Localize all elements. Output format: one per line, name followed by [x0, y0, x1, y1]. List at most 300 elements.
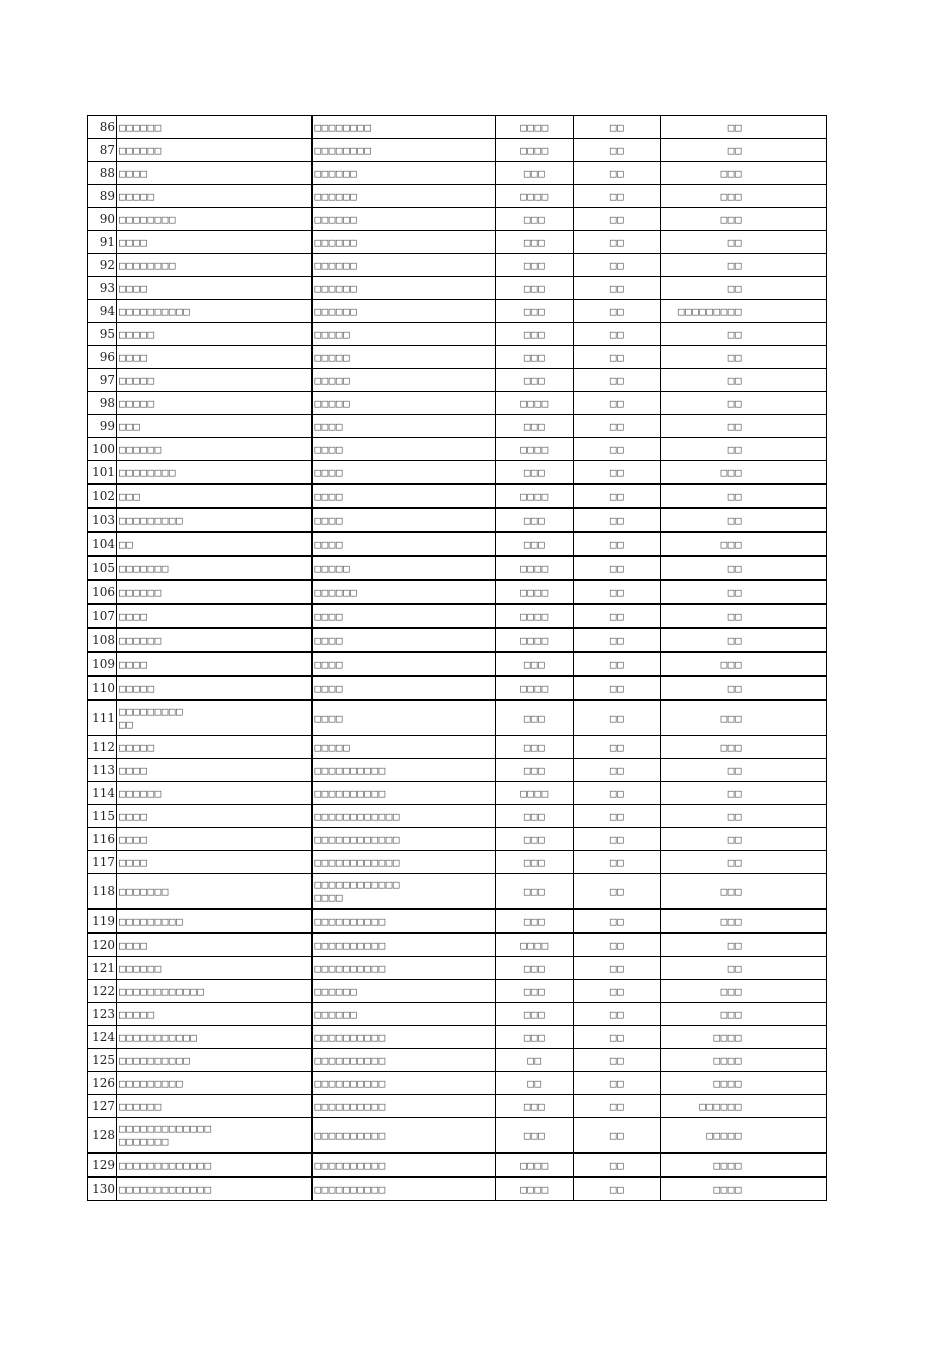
cell-name: □□□□□□□□ [117, 208, 312, 231]
table-row [88, 874, 827, 910]
cell-name: □□□□□□ [117, 628, 312, 652]
cell-unit: □□ [574, 1003, 661, 1026]
table-row [88, 652, 827, 676]
cell-quantity: □□□ [496, 1118, 574, 1154]
cell-remark: □□ [661, 628, 827, 652]
cell-category: □□□□□ [312, 323, 496, 346]
row-number: 105 [88, 556, 117, 580]
row-number: 88 [88, 162, 117, 185]
cell-name: □□□□□ [117, 676, 312, 700]
table-row [88, 300, 827, 323]
cell-quantity: □□□ [496, 1026, 574, 1049]
table-row [88, 980, 827, 1003]
cell-unit: □□ [574, 1177, 661, 1201]
cell-category: □□□□□□ [312, 162, 496, 185]
row-number: 110 [88, 676, 117, 700]
table-row [88, 1153, 827, 1177]
cell-quantity: □□□ [496, 231, 574, 254]
table-row [88, 461, 827, 485]
data-table [87, 115, 827, 1201]
cell-name: □□□□ [117, 162, 312, 185]
table-row [88, 604, 827, 628]
table-row [88, 208, 827, 231]
row-number: 107 [88, 604, 117, 628]
cell-category: □□□□□□□□□□ [312, 759, 496, 782]
table-row [88, 1003, 827, 1026]
cell-quantity: □□□□ [496, 1177, 574, 1201]
cell-remark: □□ [661, 508, 827, 532]
cell-unit: □□ [574, 759, 661, 782]
cell-name: □□□□□□□□□□ [117, 300, 312, 323]
table-row [88, 162, 827, 185]
cell-name: □□□□□ [117, 1003, 312, 1026]
row-number: 97 [88, 369, 117, 392]
cell-remark: □□□ [661, 652, 827, 676]
cell-remark: □□ [661, 116, 827, 139]
cell-quantity: □□□ [496, 652, 574, 676]
cell-name: □□□□ [117, 604, 312, 628]
cell-quantity: □□□□ [496, 556, 574, 580]
row-number: 117 [88, 851, 117, 874]
cell-category: □□□□□□ [312, 277, 496, 300]
cell-unit: □□ [574, 1072, 661, 1095]
row-number: 123 [88, 1003, 117, 1026]
cell-unit: □□ [574, 300, 661, 323]
cell-unit: □□ [574, 676, 661, 700]
cell-category: □□□□ [312, 628, 496, 652]
cell-remark: □□□□□□ [661, 1095, 827, 1118]
cell-category: □□□□□□□□□□ [312, 1049, 496, 1072]
cell-remark: □□ [661, 676, 827, 700]
cell-category: □□□□□ [312, 556, 496, 580]
cell-category: □□□□□□ [312, 185, 496, 208]
cell-unit: □□ [574, 346, 661, 369]
cell-remark: □□□□□□□□□ [661, 300, 827, 323]
cell-quantity: □□□ [496, 415, 574, 438]
cell-unit: □□ [574, 556, 661, 580]
cell-category: □□□□□□□□□□□□ [312, 851, 496, 874]
cell-category: □□□□ [312, 484, 496, 508]
cell-quantity: □□□ [496, 346, 574, 369]
row-number: 121 [88, 957, 117, 980]
cell-category: □□□□ [312, 438, 496, 461]
cell-quantity: □□□□ [496, 185, 574, 208]
table-row [88, 392, 827, 415]
cell-unit: □□ [574, 438, 661, 461]
cell-remark: □□□ [661, 1003, 827, 1026]
cell-category: □□□□ [312, 461, 496, 485]
row-number: 122 [88, 980, 117, 1003]
cell-unit: □□ [574, 736, 661, 759]
cell-remark: □□ [661, 323, 827, 346]
row-number: 102 [88, 484, 117, 508]
cell-category: □□□□ [312, 676, 496, 700]
cell-name: □□□□ [117, 277, 312, 300]
cell-category: □□□□□ [312, 736, 496, 759]
cell-name: □□□□□□□□ [117, 461, 312, 485]
cell-category: □□□□□□□□□□ [312, 1095, 496, 1118]
cell-remark: □□□□□ [661, 1118, 827, 1154]
cell-quantity: □□□ [496, 805, 574, 828]
row-number: 95 [88, 323, 117, 346]
cell-quantity: □□□□ [496, 1153, 574, 1177]
cell-category: □□□□ [312, 415, 496, 438]
cell-name: □□□□□□ [117, 957, 312, 980]
cell-category: □□□□ [312, 508, 496, 532]
cell-quantity: □□□ [496, 828, 574, 851]
row-number: 101 [88, 461, 117, 485]
cell-unit: □□ [574, 851, 661, 874]
table-row [88, 556, 827, 580]
cell-quantity: □□□ [496, 369, 574, 392]
row-number: 94 [88, 300, 117, 323]
cell-quantity: □□□ [496, 736, 574, 759]
cell-remark: □□ [661, 392, 827, 415]
table-row [88, 851, 827, 874]
cell-remark: □□□□ [661, 1049, 827, 1072]
cell-unit: □□ [574, 1095, 661, 1118]
table-row [88, 323, 827, 346]
cell-unit: □□ [574, 208, 661, 231]
cell-remark: □□ [661, 254, 827, 277]
cell-quantity: □□□ [496, 874, 574, 910]
cell-unit: □□ [574, 700, 661, 736]
cell-unit: □□ [574, 1153, 661, 1177]
cell-unit: □□ [574, 484, 661, 508]
cell-remark: □□ [661, 438, 827, 461]
table-row [88, 415, 827, 438]
cell-name: □□□□□□□□□□□□□ [117, 1153, 312, 1177]
cell-remark: □□□□ [661, 1072, 827, 1095]
cell-remark: □□ [661, 346, 827, 369]
row-number: 130 [88, 1177, 117, 1201]
row-number: 100 [88, 438, 117, 461]
cell-name: □□□□□□ [117, 116, 312, 139]
cell-name: □□□□□□□□□ □□ [117, 700, 312, 736]
cell-name: □□□□□□ [117, 580, 312, 604]
table-row [88, 231, 827, 254]
cell-name: □□□□□ [117, 369, 312, 392]
row-number: 86 [88, 116, 117, 139]
cell-unit: □□ [574, 782, 661, 805]
cell-remark: □□ [661, 604, 827, 628]
row-number: 127 [88, 1095, 117, 1118]
cell-name: □□□□□□ [117, 1095, 312, 1118]
cell-remark: □□ [661, 828, 827, 851]
cell-category: □□□□ [312, 700, 496, 736]
cell-category: □□□□□□□□□□ [312, 909, 496, 933]
table-row [88, 628, 827, 652]
table-row [88, 909, 827, 933]
cell-name: □□□□□□□□□□□□□ [117, 1177, 312, 1201]
cell-category: □□□□□□□□□□ [312, 1118, 496, 1154]
cell-name: □□□□ [117, 346, 312, 369]
cell-remark: □□□ [661, 208, 827, 231]
cell-quantity: □□□ [496, 277, 574, 300]
table-row [88, 1118, 827, 1154]
cell-quantity: □□□□ [496, 604, 574, 628]
cell-category: □□□□□□□□□□ [312, 933, 496, 957]
cell-name: □□□□□□□□□□□ [117, 1026, 312, 1049]
cell-unit: □□ [574, 139, 661, 162]
cell-category: □□□□□□□□ [312, 116, 496, 139]
cell-category: □□□□ [312, 604, 496, 628]
cell-name: □□□□ [117, 805, 312, 828]
cell-name: □□□□□ [117, 185, 312, 208]
cell-unit: □□ [574, 805, 661, 828]
row-number: 129 [88, 1153, 117, 1177]
cell-remark: □□□ [661, 909, 827, 933]
cell-category: □□□□□□ [312, 208, 496, 231]
table-row [88, 532, 827, 556]
cell-quantity: □□□ [496, 957, 574, 980]
cell-unit: □□ [574, 909, 661, 933]
row-number: 119 [88, 909, 117, 933]
row-number: 124 [88, 1026, 117, 1049]
row-number: 112 [88, 736, 117, 759]
table-row [88, 933, 827, 957]
cell-name: □□□□□ [117, 736, 312, 759]
cell-quantity: □□□ [496, 532, 574, 556]
cell-quantity: □□□□ [496, 676, 574, 700]
cell-name: □□□□□□□□□ [117, 508, 312, 532]
cell-remark: □□□□ [661, 1153, 827, 1177]
cell-quantity: □□□ [496, 700, 574, 736]
cell-category: □□□□□□ [312, 231, 496, 254]
table-row [88, 508, 827, 532]
cell-name: □□□ [117, 415, 312, 438]
row-number: 120 [88, 933, 117, 957]
row-number: 115 [88, 805, 117, 828]
cell-name: □□ [117, 532, 312, 556]
cell-category: □□□□□□ [312, 980, 496, 1003]
cell-category: □□□□□□□□□□ [312, 782, 496, 805]
cell-name: □□□□□□□□□ [117, 1072, 312, 1095]
cell-quantity: □□□□ [496, 933, 574, 957]
table-row [88, 957, 827, 980]
cell-remark: □□□ [661, 980, 827, 1003]
cell-unit: □□ [574, 369, 661, 392]
cell-remark: □□ [661, 759, 827, 782]
cell-remark: □□ [661, 369, 827, 392]
cell-remark: □□□ [661, 461, 827, 485]
cell-unit: □□ [574, 323, 661, 346]
cell-remark: □□□□ [661, 1177, 827, 1201]
table-row [88, 277, 827, 300]
cell-unit: □□ [574, 1026, 661, 1049]
cell-remark: □□ [661, 139, 827, 162]
cell-category: □□□□ [312, 532, 496, 556]
cell-category: □□□□□□ [312, 1003, 496, 1026]
cell-name: □□□□□ [117, 323, 312, 346]
cell-quantity: □□□□ [496, 139, 574, 162]
cell-remark: □□□ [661, 532, 827, 556]
cell-remark: □□ [661, 484, 827, 508]
cell-unit: □□ [574, 957, 661, 980]
table-row [88, 759, 827, 782]
cell-quantity: □□□□ [496, 782, 574, 805]
cell-unit: □□ [574, 508, 661, 532]
cell-name: □□□□□□□□□ [117, 909, 312, 933]
cell-name: □□□□□□ [117, 782, 312, 805]
cell-quantity: □□□□ [496, 484, 574, 508]
cell-unit: □□ [574, 254, 661, 277]
row-number: 93 [88, 277, 117, 300]
cell-unit: □□ [574, 1118, 661, 1154]
cell-category: □□□□ [312, 652, 496, 676]
cell-category: □□□□□□□□□□ [312, 1072, 496, 1095]
cell-quantity: □□□ [496, 300, 574, 323]
cell-name: □□□□□□□ [117, 874, 312, 910]
cell-unit: □□ [574, 532, 661, 556]
row-number: 92 [88, 254, 117, 277]
cell-category: □□□□□ [312, 392, 496, 415]
cell-remark: □□ [661, 805, 827, 828]
row-number: 99 [88, 415, 117, 438]
cell-name: □□□□ [117, 759, 312, 782]
cell-quantity: □□□□ [496, 116, 574, 139]
cell-category: □□□□□□□□□□□□ □□□□ [312, 874, 496, 910]
cell-name: □□□□□□□□□□□□ [117, 980, 312, 1003]
cell-unit: □□ [574, 185, 661, 208]
cell-unit: □□ [574, 874, 661, 910]
cell-quantity: □□□ [496, 323, 574, 346]
cell-category: □□□□□□ [312, 580, 496, 604]
row-number: 126 [88, 1072, 117, 1095]
cell-unit: □□ [574, 933, 661, 957]
row-number: 108 [88, 628, 117, 652]
cell-unit: □□ [574, 604, 661, 628]
table-row [88, 1026, 827, 1049]
cell-quantity: □□□ [496, 909, 574, 933]
row-number: 109 [88, 652, 117, 676]
table-body [88, 116, 827, 1201]
cell-remark: □□□□ [661, 1026, 827, 1049]
cell-unit: □□ [574, 392, 661, 415]
cell-unit: □□ [574, 116, 661, 139]
cell-remark: □□ [661, 851, 827, 874]
row-number: 113 [88, 759, 117, 782]
table-row [88, 139, 827, 162]
table-row [88, 438, 827, 461]
cell-unit: □□ [574, 980, 661, 1003]
cell-quantity: □□□ [496, 1095, 574, 1118]
cell-quantity: □□□□ [496, 392, 574, 415]
cell-name: □□□□□□□□□□ [117, 1049, 312, 1072]
cell-quantity: □□ [496, 1049, 574, 1072]
cell-quantity: □□□ [496, 508, 574, 532]
cell-category: □□□□□ [312, 346, 496, 369]
cell-name: □□□□ [117, 828, 312, 851]
cell-name: □□□□ [117, 652, 312, 676]
cell-category: □□□□□□□□□□ [312, 1177, 496, 1201]
cell-quantity: □□□ [496, 1003, 574, 1026]
cell-unit: □□ [574, 277, 661, 300]
cell-quantity: □□□ [496, 208, 574, 231]
cell-remark: □□□ [661, 874, 827, 910]
row-number: 106 [88, 580, 117, 604]
cell-quantity: □□ [496, 1072, 574, 1095]
cell-name: □□□□□□ [117, 438, 312, 461]
cell-name: □□□□□□□□□□□□□ □□□□□□□ [117, 1118, 312, 1154]
row-number: 90 [88, 208, 117, 231]
cell-remark: □□ [661, 580, 827, 604]
table-row [88, 1095, 827, 1118]
row-number: 128 [88, 1118, 117, 1154]
table-row [88, 700, 827, 736]
cell-unit: □□ [574, 580, 661, 604]
row-number: 91 [88, 231, 117, 254]
cell-remark: □□ [661, 782, 827, 805]
cell-name: □□□□□ [117, 392, 312, 415]
table-row [88, 805, 827, 828]
cell-unit: □□ [574, 828, 661, 851]
table-row [88, 782, 827, 805]
cell-unit: □□ [574, 1049, 661, 1072]
row-number: 114 [88, 782, 117, 805]
table-row [88, 346, 827, 369]
cell-quantity: □□□□ [496, 580, 574, 604]
row-number: 89 [88, 185, 117, 208]
cell-name: □□□ [117, 484, 312, 508]
cell-remark: □□ [661, 277, 827, 300]
cell-quantity: □□□□ [496, 628, 574, 652]
cell-category: □□□□□□□□ [312, 139, 496, 162]
row-number: 103 [88, 508, 117, 532]
cell-name: □□□□□□ [117, 139, 312, 162]
cell-unit: □□ [574, 162, 661, 185]
cell-remark: □□ [661, 933, 827, 957]
table-row [88, 580, 827, 604]
row-number: 118 [88, 874, 117, 910]
table-row [88, 736, 827, 759]
cell-category: □□□□□□□□□□ [312, 957, 496, 980]
cell-remark: □□□ [661, 185, 827, 208]
cell-unit: □□ [574, 628, 661, 652]
cell-remark: □□ [661, 556, 827, 580]
cell-remark: □□ [661, 231, 827, 254]
table-row [88, 676, 827, 700]
cell-name: □□□□ [117, 933, 312, 957]
cell-category: □□□□□ [312, 369, 496, 392]
cell-name: □□□□□□□□ [117, 254, 312, 277]
row-number: 116 [88, 828, 117, 851]
table-row [88, 1177, 827, 1201]
cell-quantity: □□□ [496, 759, 574, 782]
table-row [88, 1049, 827, 1072]
cell-name: □□□□ [117, 851, 312, 874]
table-row [88, 828, 827, 851]
table-row [88, 484, 827, 508]
row-number: 98 [88, 392, 117, 415]
cell-category: □□□□□□ [312, 300, 496, 323]
cell-category: □□□□□□□□□□ [312, 1026, 496, 1049]
cell-remark: □□□ [661, 162, 827, 185]
cell-category: □□□□□□□□□□□□ [312, 805, 496, 828]
cell-quantity: □□□ [496, 851, 574, 874]
cell-quantity: □□□□ [496, 438, 574, 461]
table-row [88, 116, 827, 139]
cell-category: □□□□□□ [312, 254, 496, 277]
table-row [88, 1072, 827, 1095]
cell-quantity: □□□ [496, 980, 574, 1003]
table-row [88, 254, 827, 277]
cell-remark: □□□ [661, 736, 827, 759]
cell-quantity: □□□ [496, 254, 574, 277]
cell-unit: □□ [574, 231, 661, 254]
row-number: 96 [88, 346, 117, 369]
cell-unit: □□ [574, 461, 661, 485]
